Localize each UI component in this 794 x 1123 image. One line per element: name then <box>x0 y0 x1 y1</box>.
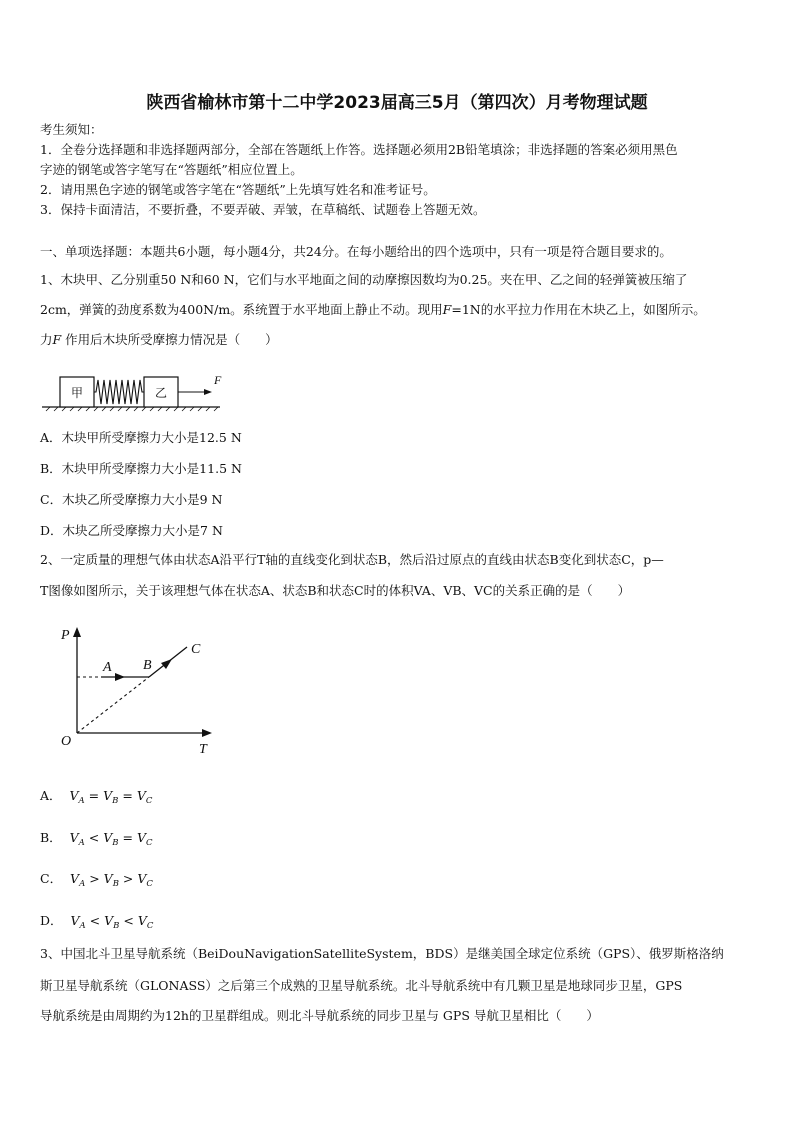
q2-option-a: A． $V_A = V_B = V_C$ <box>40 788 153 806</box>
block-yi-label: 乙 <box>154 386 168 400</box>
q2-figure <box>55 625 225 760</box>
t-axis-arrowhead <box>202 729 212 737</box>
page-title: 陕西省榆林市第十二中学2023届高三5月（第四次）月考物理试题 <box>146 93 648 113</box>
origin-label: O <box>61 734 72 749</box>
notice-item: 1．全卷分选择题和非选择题两部分，全部在答题纸上作答。选择题必须用2B铅笔填涂；非选择题的答案必须用黑色 <box>40 142 678 157</box>
spring <box>94 380 144 404</box>
notice-heading: 考生须知： <box>40 122 103 137</box>
q2-option-b: B． $V_A < V_B = V_C$ <box>40 830 153 848</box>
q2-option-c: C． $V_A > V_B > V_C$ <box>40 871 153 889</box>
q3-text: 3、中国北斗卫星导航系统（BeiDouNavigationSatelliteSystem，BDS）是继美国全球定位系统（GPS）、俄罗斯格洛纳 <box>40 946 724 961</box>
q1-option-b: B．木块甲所受摩擦力大小是11.5 N <box>40 461 242 476</box>
q3-text: 导航系统是由周期约为12h的卫星群组成。则北斗导航系统的同步卫星与 GPS 导航卫星相比（ ） <box>40 1008 599 1023</box>
block-jia-label: 甲 <box>70 386 84 400</box>
q1-figure <box>40 370 240 416</box>
q1-option-d: D．木块乙所受摩擦力大小是7 N <box>40 523 223 538</box>
arrow-bc <box>161 659 172 669</box>
q2-text: 2、一定质量的理想气体由状态A沿平行T轴的直线变化到状态B，然后沿过原点的直线由状态B变化到状态C，p— <box>40 552 664 567</box>
q2-text: T图像如图所示，关于该理想气体在状态A、状态B和状态C时的体积VA、VB、VC的关系正确的是（ ） <box>40 583 631 598</box>
q3-text: 斯卫星导航系统（GLONASS）之后第三个成熟的卫星导航系统。北斗导航系统中有几颗卫星是地球同步卫星，GPS <box>40 978 683 993</box>
q1-text: 2cm，弹簧的劲度系数为400N/m。系统置于水平地面上静止不动。现用F=1N的水平拉力作用在木块乙上，如图所示。 <box>40 302 706 317</box>
point-c-label: C <box>191 642 201 657</box>
q1-option-c: C．木块乙所受摩擦力大小是9 N <box>40 492 223 507</box>
ground-hatching <box>46 407 218 411</box>
t-axis-label: T <box>199 742 207 757</box>
force-arrowhead <box>204 389 212 395</box>
notice-item: 字迹的钢笔或答字笔写在“答题纸”相应位置上。 <box>40 162 303 177</box>
p-axis-label: P <box>61 628 70 643</box>
arrow-ab <box>115 673 125 681</box>
section-heading: 一、单项选择题：本题共6小题，每小题4分，共24分。在每小题给出的四个选项中，只有一项是符合题目要求的。 <box>40 244 672 259</box>
q1-text: 力F 作用后木块所受摩擦力情况是（ ） <box>40 332 278 347</box>
dashed-line-origin-b <box>77 677 149 733</box>
p-axis-arrowhead <box>73 627 81 637</box>
q2-option-d: D． $V_A < V_B < V_C$ <box>40 913 154 931</box>
notice-item: 2．请用黑色字迹的钢笔或答字笔在“答题纸”上先填写姓名和准考证号。 <box>40 182 436 197</box>
force-label: F <box>214 373 222 387</box>
point-b-label: B <box>143 658 152 673</box>
q1-option-a: A．木块甲所受摩擦力大小是12.5 N <box>40 430 242 445</box>
q1-text: 1、木块甲、乙分别重50 N和60 N，它们与水平地面之间的动摩擦因数均为0.25。夹在甲、乙之间的轻弹簧被压缩了 <box>40 272 688 287</box>
point-a-label: A <box>103 660 112 675</box>
notice-item: 3．保持卡面清洁，不要折叠，不要弄破、弄皱，在草稿纸、试题卷上答题无效。 <box>40 202 486 217</box>
